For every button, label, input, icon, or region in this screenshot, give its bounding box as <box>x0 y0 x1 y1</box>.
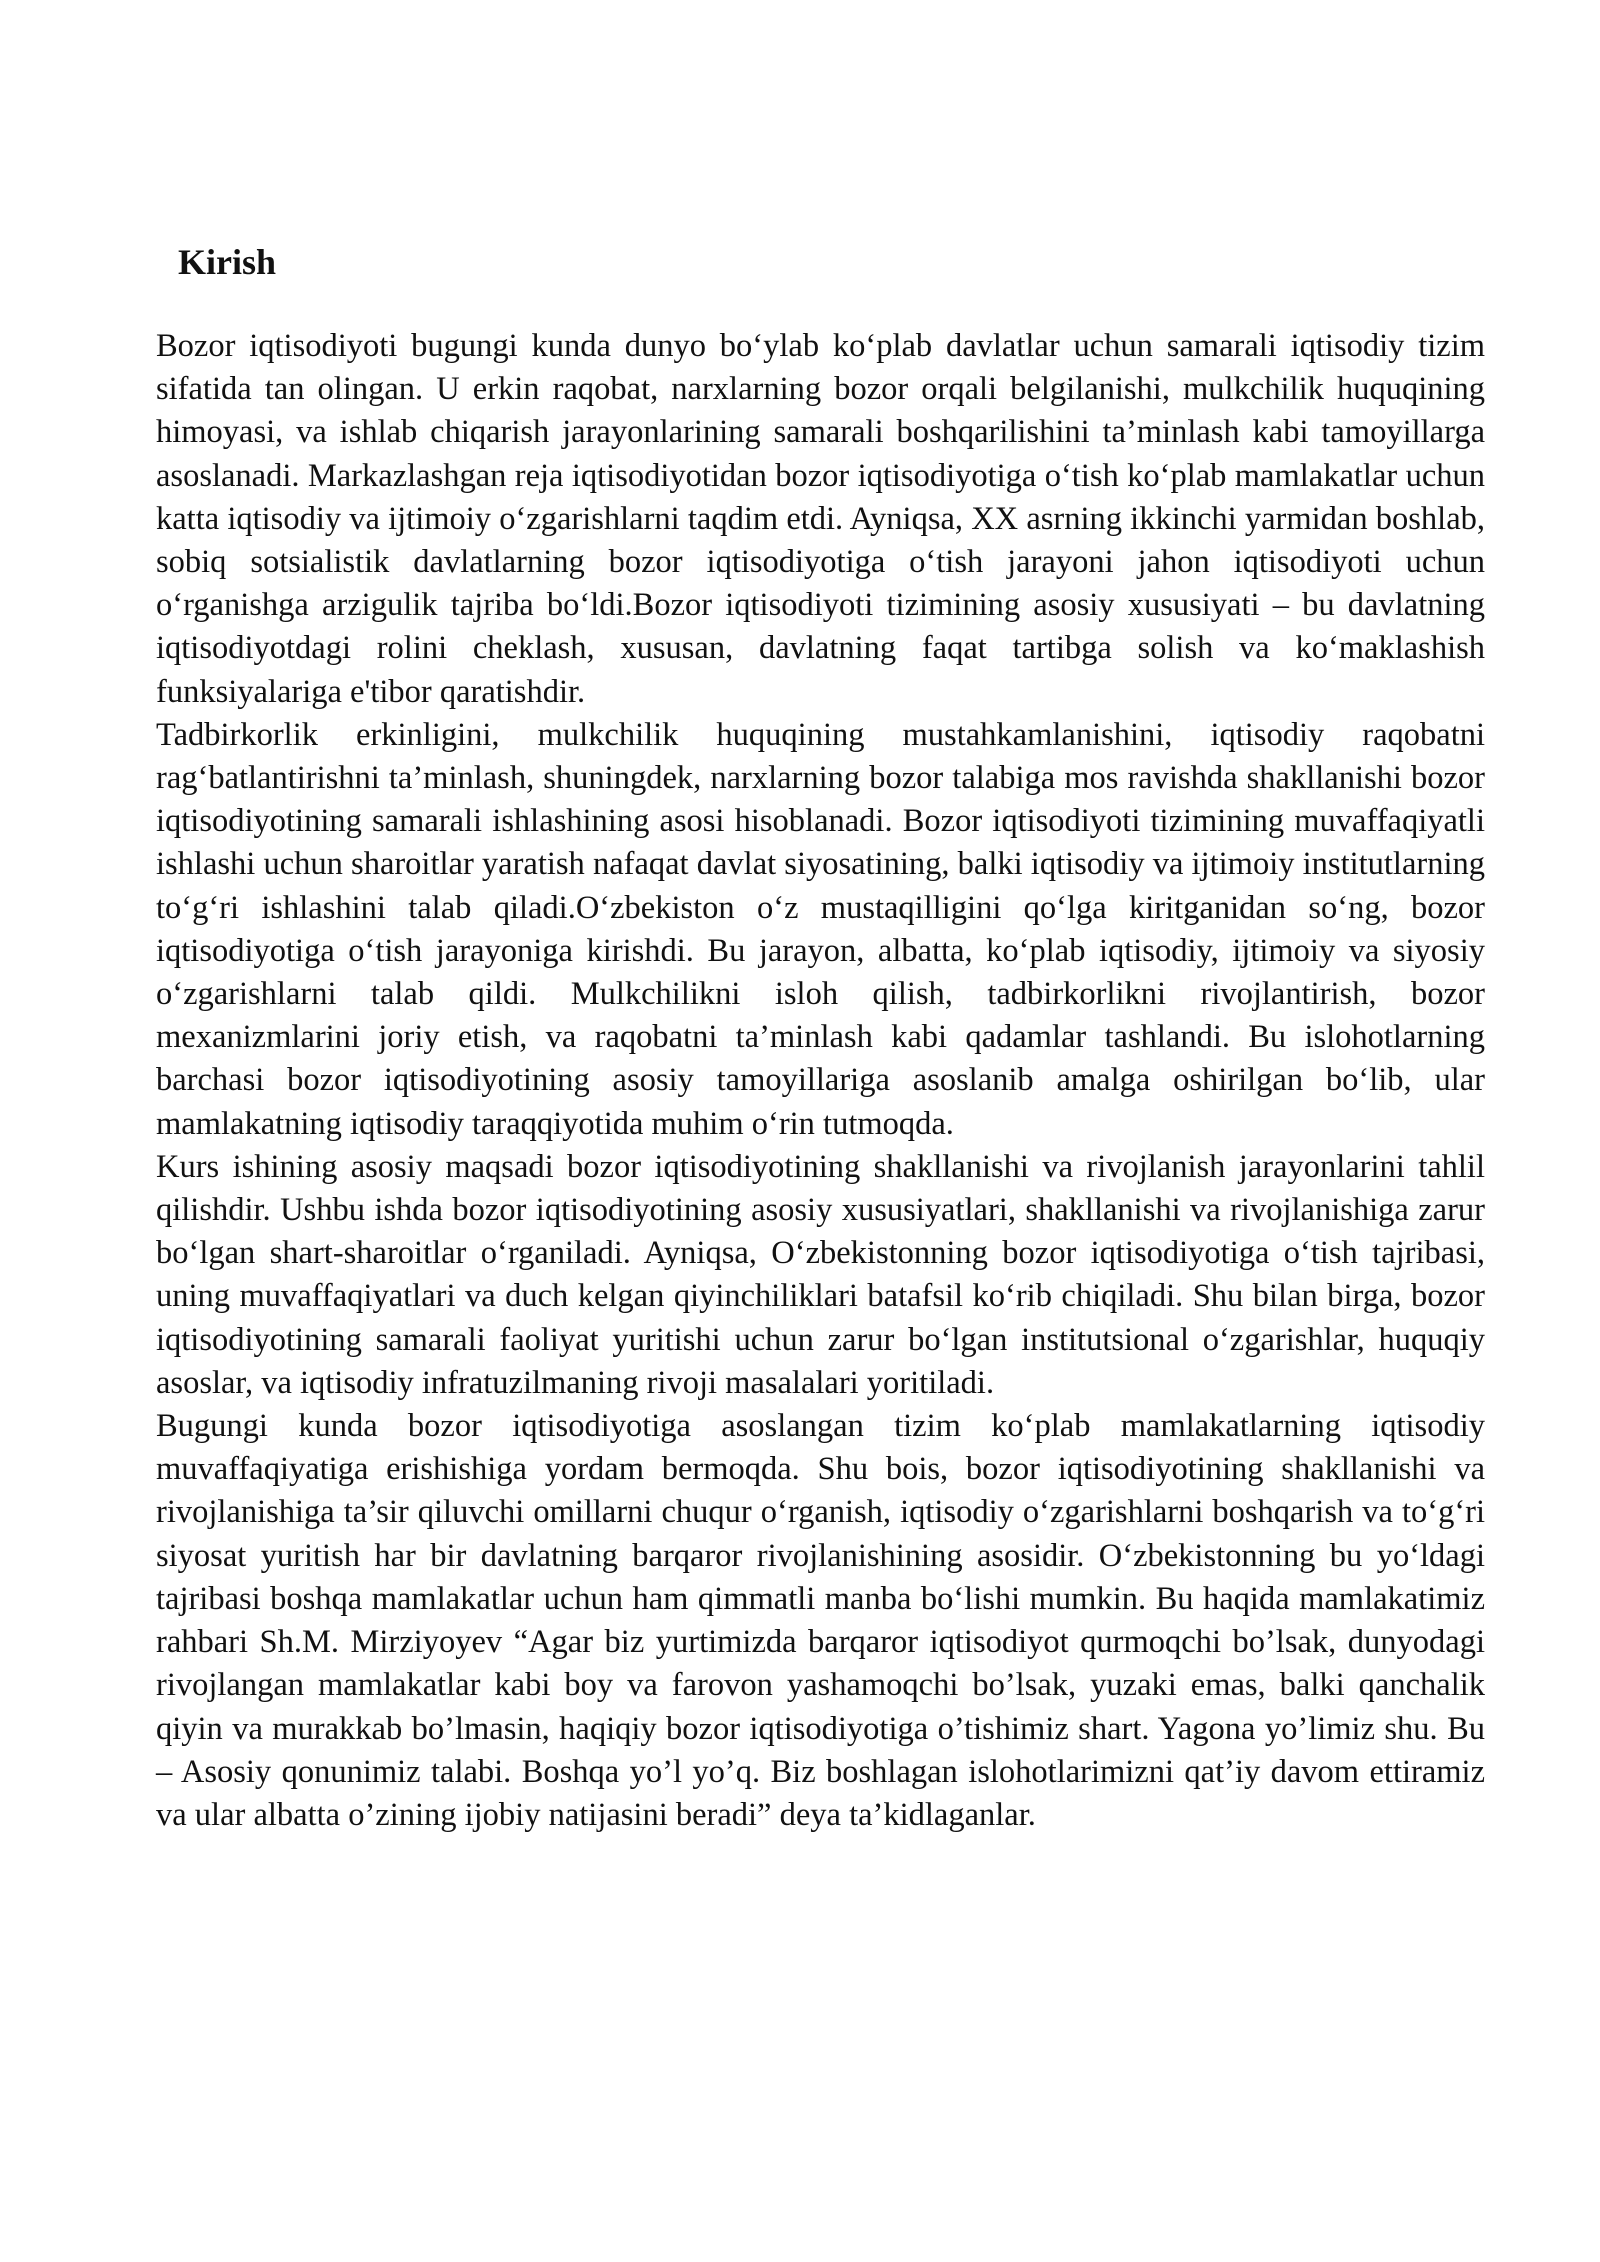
paragraph: Bugungi kunda bozor iqtisodiyotiga asoslangan tizim ko‘plab mamlakatlarning iqtisodiy muvaffaqiyatiga erishishiga yordam bermoqda. Shu bois, bozor iqtisodiyotining shakllanishi va rivojlanishiga ta’sir qiluvchi omillarni chuqur o‘rganish, iqtisodiy o‘zgarishlarni boshqarish va to‘g‘ri siyosat yuritish har bir davlatning barqaror rivojlanishining asosidir. O‘zbekistonning bu yo‘ldagi tajribasi boshqa mamlakatlar uchun ham qimmatli manba bo‘lishi mumkin. Bu haqida mamlakatimiz rahbari Sh.M. Mirziyoyev “Agar biz yurtimizda barqaror iqtisodiyot qurmoqchi bo’lsak, dunyodagi rivojlangan mamlakatlar kabi boy va farovon yashamoqchi bo’lsak, yuzaki emas, balki qanchalik qiyin va murakkab bo’lmasin, haqiqiy bozor iqtisodiyotiga o’tishimiz shart. Yagona yo’limiz shu. Bu – Asosiy qonunimiz talabi. Boshqa yo’l yo’q. Biz boshlagan islohotlarimizni qat’iy davom ettiramiz va ular albatta o’zining ijobiy natijasini beradi” deya ta’kidlaganlar. <box>156 1408 1485 1833</box>
section-heading: Kirish <box>178 242 277 282</box>
paragraph: Kurs ishining asosiy maqsadi bozor iqtisodiyotining shakllanishi va rivojlanish jarayonlarini tahlil qilishdir. Ushbu ishda bozor iqtisodiyotining asosiy xususiyatlari, shakllanishi va rivojlanishiga zarur bo‘lgan shart-sharoitlar o‘rganiladi. Ayniqsa, O‘zbekistonning bozor iqtisodiyotiga o‘tish tajribasi, uning muvaffaqiyatlari va duch kelgan qiyinchiliklari batafsil ko‘rib chiqiladi. Shu bilan birga, bozor iqtisodiyotining samarali faoliyat yuritishi uchun zarur bo‘lgan institutsional o‘zgarishlar, huquqiy asoslar, va iqtisodiy infratuzilmaning rivoji masalalari yoritiladi. <box>156 1148 1485 1401</box>
body-text <box>156 325 1485 1837</box>
paragraph: Tadbirkorlik erkinligini, mulkchilik huquqining mustahkamlanishini, iqtisodiy raqobatni rag‘batlantirishni ta’minlash, shuningdek, narxlarning bozor talabiga mos ravishda shakllanishi bozor iqtisodiyotining samarali ishlashining asosi hisoblanadi. Bozor iqtisodiyoti tizimining muvaffaqiyatli ishlashi uchun sharoitlar yaratish nafaqat davlat siyosatining, balki iqtisodiy va ijtimoiy institutlarning to‘g‘ri ishlashini talab qiladi.O‘zbekiston o‘z mustaqilligini qo‘lga kiritganidan so‘ng, bozor iqtisodiyotiga o‘tish jarayoniga kirishdi. Bu jarayon, albatta, ko‘plab iqtisodiy, ijtimoiy va siyosiy o‘zgarishlarni talab qildi. Mulkchilikni isloh qilish, tadbirkorlikni rivojlantirish, bozor mexanizmlarini joriy etish, va raqobatni ta’minlash kabi qadamlar tashlandi. Bu islohotlarning barchasi bozor iqtisodiyotining asosiy tamoyillariga asoslanib amalga oshirilgan bo‘lib, ular mamlakatning iqtisodiy taraqqiyotida muhim o‘rin tutmoqda. <box>156 716 1485 1142</box>
paragraph: Bozor iqtisodiyoti bugungi kunda dunyo bo‘ylab ko‘plab davlatlar uchun samarali iqtisodiy tizim sifatida tan olingan. U erkin raqobat, narxlarning bozor orqali belgilanishi, mulkchilik huquqining himoyasi, va ishlab chiqarish jarayonlarining samarali boshqarilishini ta’minlash kabi tamoyillarga asoslanadi. Markazlashgan reja iqtisodiyotidan bozor iqtisodiyotiga o‘tish ko‘plab mamlakatlar uchun katta iqtisodiy va ijtimoiy o‘zgarishlarni taqdim etdi. Ayniqsa, XX asrning ikkinchi yarmidan boshlab, sobiq sotsialistik davlatlarning bozor iqtisodiyotiga o‘tish jarayoni jahon iqtisodiyoti uchun o‘rganishga arzigulik tajriba bo‘ldi.Bozor iqtisodiyoti tizimining asosiy xususiyati – bu davlatning iqtisodiyotdagi rolini cheklash, xususan, davlatning faqat tartibga solish va ko‘maklashish funksiyalariga e'tibor qaratishdir. <box>156 328 1485 710</box>
